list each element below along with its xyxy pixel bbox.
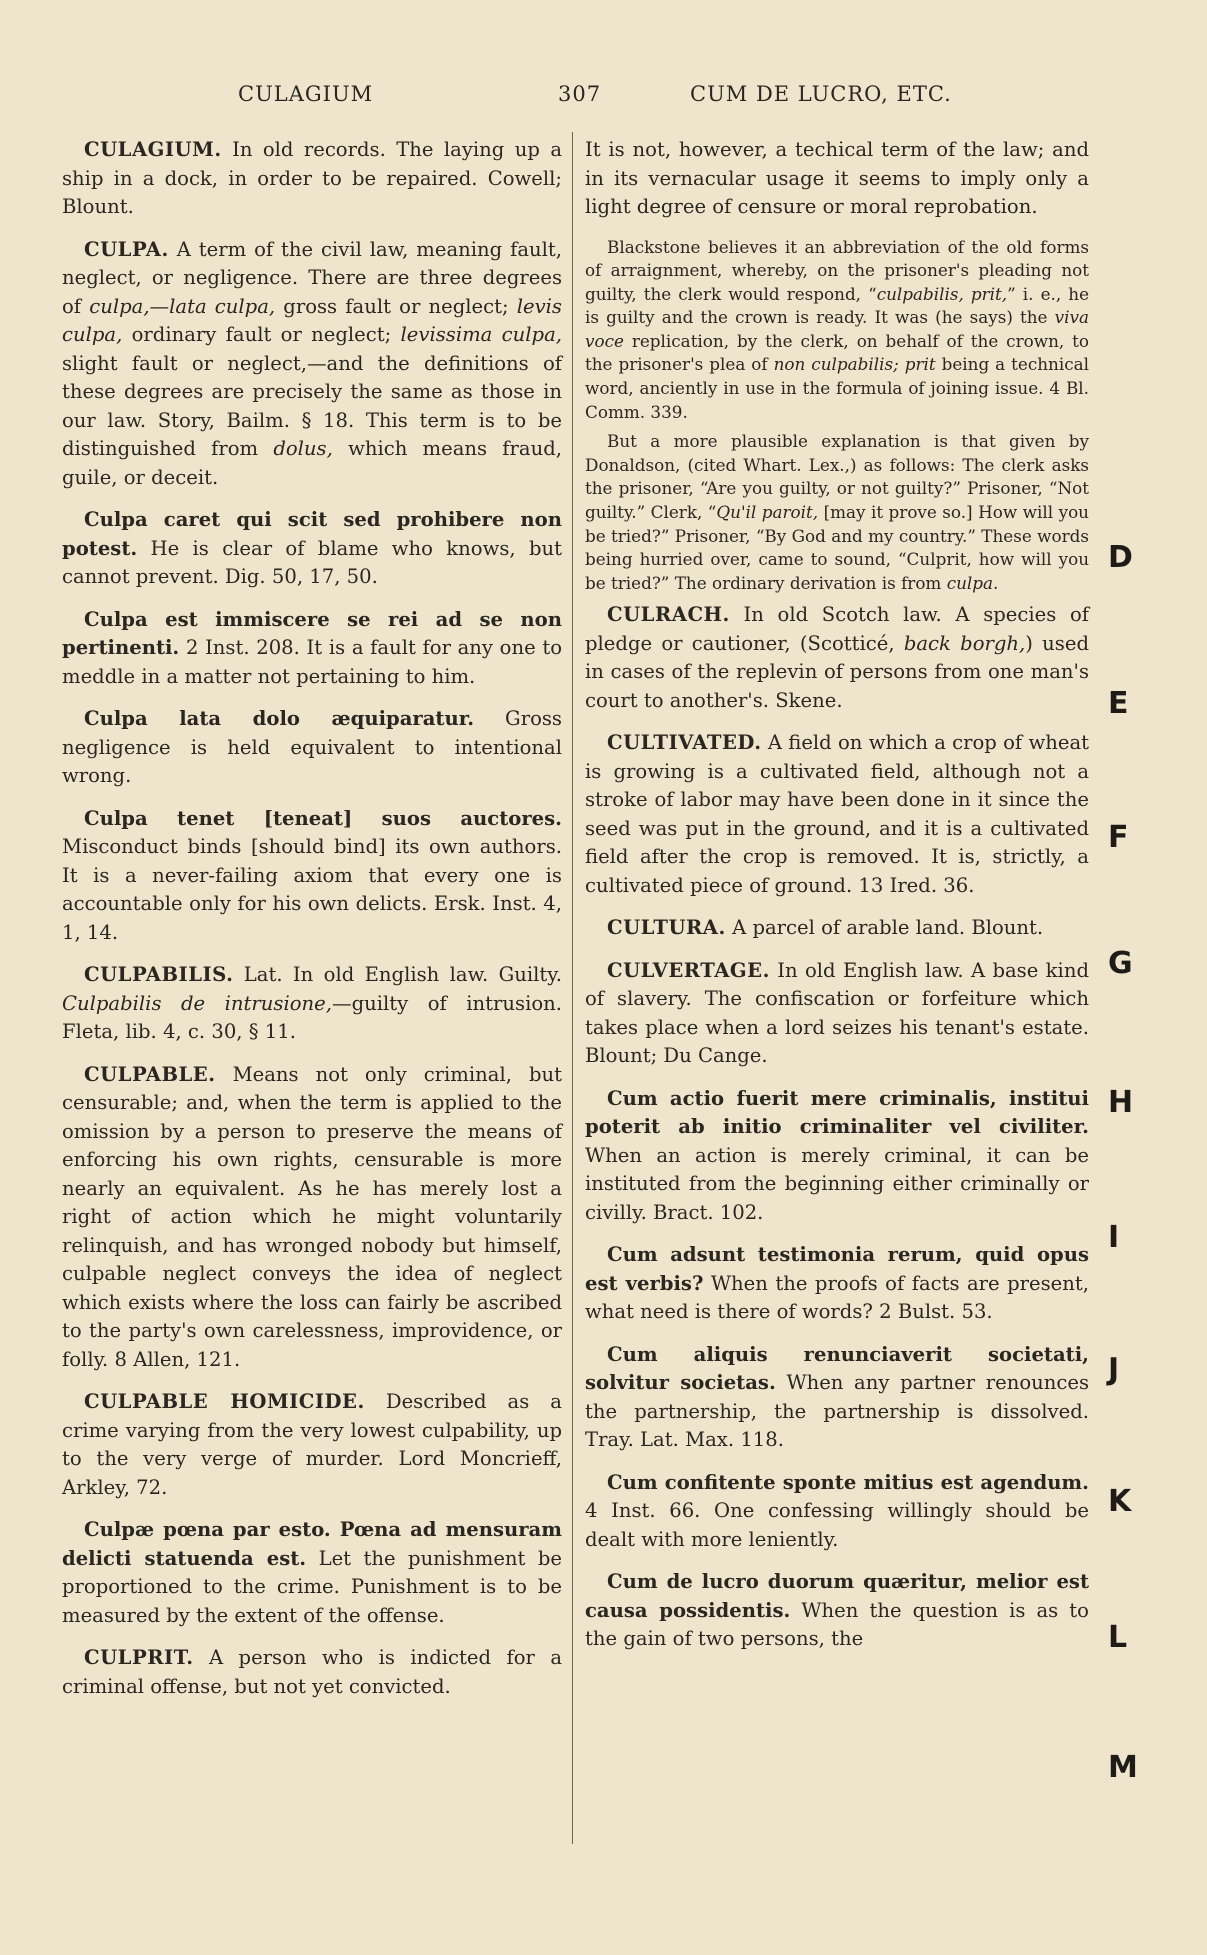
running-header — [0, 82, 1207, 112]
entry-cultivated: CULTIVATED. A field on which a crop of wheat is growing is a cultivated field, although not a stroke of labor may have been done in it since the seed was put in the ground, and it is a cultivated field after the crop is removed. It is, strictly, a cultivated piece of ground. 13 Ired. 36. — [585, 731, 1089, 897]
header-right-guideword: CUM DE LUCRO, ETC. — [690, 82, 952, 106]
culprit-continuation: It is not, however, a techical term of the law; and in its vernacular usage it seems to imply only a light degree of censure or moral reprobation. — [585, 138, 1089, 218]
maxim-culpa-immiscere: Culpa est immiscere se rei ad se non pertinenti. 2 Inst. 208. It is a fault for any one to meddle in a matter not pertaining to him. — [62, 607, 562, 688]
entry-culprit: CULPRIT. A person who is indicted for a criminal offense, but not yet convicted. — [62, 1646, 562, 1698]
header-left-guideword: CULAGIUM — [238, 82, 374, 106]
culprit-note-blackstone: Blackstone believes it an abbreviation of the old forms of arraignment, whereby, on the prisoner's pleading not guilty, the clerk would respond, “culpabilis, prit,” i. e., he is guilty and the crown is ready. It was (he says) the viva voce replication, by the clerk, on behalf of the crown, to the prisoner's plea of non culpabilis; prit being a technical word, anciently in use in the formula of joining issue. 4 Bl. Comm. 339. — [585, 236, 1090, 422]
thumb-tab-k: K — [1108, 1484, 1132, 1519]
entry-culagium: CULAGIUM. In old records. The laying up a ship in a dock, in order to be repaired. Cowell; Blount. — [62, 138, 562, 218]
maxim-culpa-tenet: Culpa tenet [teneat] suos auctores. Misconduct binds [should bind] its own authors. It is a never-failing axiom that every one is accountable only for his own delicts. Ersk. Inst. 4, 1, 14. — [62, 806, 562, 944]
maxim-culpae-poena: Culpæ pœna par esto. Pœna ad mensuram delicti statuenda est. Let the punishment be proportioned to the crime. Punishment is to be measured by the extent of the offense. — [62, 1518, 562, 1627]
left-column — [62, 136, 562, 1715]
entry-culpabilis: CULPABILIS. Lat. In old English law. Guilty. Culpabilis de intrusione,—guilty of intrusion. Fleta, lib. 4, c. 30, § 11. — [62, 963, 563, 1043]
thumb-tab-g: G — [1108, 946, 1133, 981]
maxim-cum-adsunt: Cum adsunt testimonia rerum, quid opus est verbis? When the proofs of facts are present, what need is there of words? 2 Bulst. 53. — [585, 1243, 1089, 1324]
right-column — [585, 136, 1089, 1668]
maxim-culpa-caret: Culpa caret qui scit sed prohibere non potest. He is clear of blame who knows, but cannot prevent. Dig. 50, 17, 50. — [62, 508, 562, 588]
entry-culpable-homicide: CULPABLE HOMICIDE. Described as a crime varying from the very lowest culpability, up to the very verge of murder. Lord Moncrieff, Arkley, 72. — [62, 1390, 562, 1499]
thumb-tab-e: E — [1108, 686, 1129, 721]
culprit-note-donaldson: But a more plausible explanation is that given by Donaldson, (cited Whart. Lex.,) as follows: The clerk asks the prisoner, “Are you guilty, or not guilty?” Prisoner, “Not guilty.” Clerk, “Qu'il paroit, [may it prove so.] How will you be tried?” Prisoner, “By God and my country.” These words being hurried over, came to sound, “Culprit, how will you be tried?” The ordinary derivation is from culpa. — [585, 431, 1089, 593]
maxim-cum-confitente: Cum confitente sponte mitius est agendum. 4 Inst. 66. One confessing willingly should be dealt with more leniently. — [585, 1470, 1089, 1551]
maxim-cum-aliquis: Cum aliquis renunciaverit societati, solvitur societas. When any partner renounces the partnership, the partnership is dissolved. Tray. Lat. Max. 118. — [585, 1342, 1089, 1452]
thumb-tab-l: L — [1108, 1620, 1128, 1655]
thumb-tab-d: D — [1108, 540, 1133, 575]
maxim-cum-actio: Cum actio fuerit mere criminalis, institui poterit ab initio criminaliter vel civiliter. When an action is merely criminal, it can be instituted from the beginning either criminally or civilly. Bract. 102. — [585, 1086, 1089, 1224]
entry-culpa: CULPA. A term of the civil law, meaning fault, neglect, or negligence. There are three degrees of culpa,—lata culpa, gross fault or neglect; levis culpa, ordinary fault or neglect; levissima culpa, slight fault or neglect,—and the definitions of these degrees are precisely the same as those in our law. Story, Bailm. § 18. This term is to be distinguished from dolus, which means fraud, guile, or deceit. — [62, 237, 562, 489]
thumb-tab-h: H — [1108, 1085, 1134, 1120]
entry-culvertage: CULVERTAGE. In old English law. A base kind of slavery. The confiscation or forfeiture which takes place when a lord seizes his tenant's estate. Blount; Du Cange. — [585, 958, 1089, 1068]
thumb-tab-j: J — [1108, 1352, 1120, 1387]
page-number: 307 — [558, 82, 602, 106]
maxim-culpa-lata: Culpa lata dolo æquiparatur. Gross negligence is held equivalent to intentional wrong. — [62, 707, 562, 787]
thumb-tab-i: I — [1108, 1220, 1120, 1255]
maxim-cum-de-lucro: Cum de lucro duorum quæritur, melior est causa possidentis. When the question is as to the gain of two persons, the — [585, 1570, 1089, 1651]
entry-culpable: CULPABLE. Means not only criminal, but censurable; and, when the term is applied to the omission by a person to preserve the means of enforcing his own rights, censurable is more nearly an equivalent. As he has merely lost a right of action which he might voluntarily relinquish, and has wronged nobody but himself, culpable neglect conveys the idea of neglect which exists where the loss can fairly be ascribed to the party's own carelessness, improvidence, or folly. 8 Allen, 121. — [62, 1062, 562, 1371]
thumb-tab-f: F — [1108, 820, 1129, 855]
thumb-tab-m: M — [1108, 1750, 1138, 1785]
entry-cultura: CULTURA. A parcel of arable land. Blount. — [607, 916, 1044, 940]
column-divider — [572, 132, 573, 1844]
entry-culrach: CULRACH. In old Scotch law. A species of pledge or cautioner, (Scotticé, back borgh,) used in cases of the replevin of persons from one man's court to another's. Skene. — [585, 603, 1089, 712]
